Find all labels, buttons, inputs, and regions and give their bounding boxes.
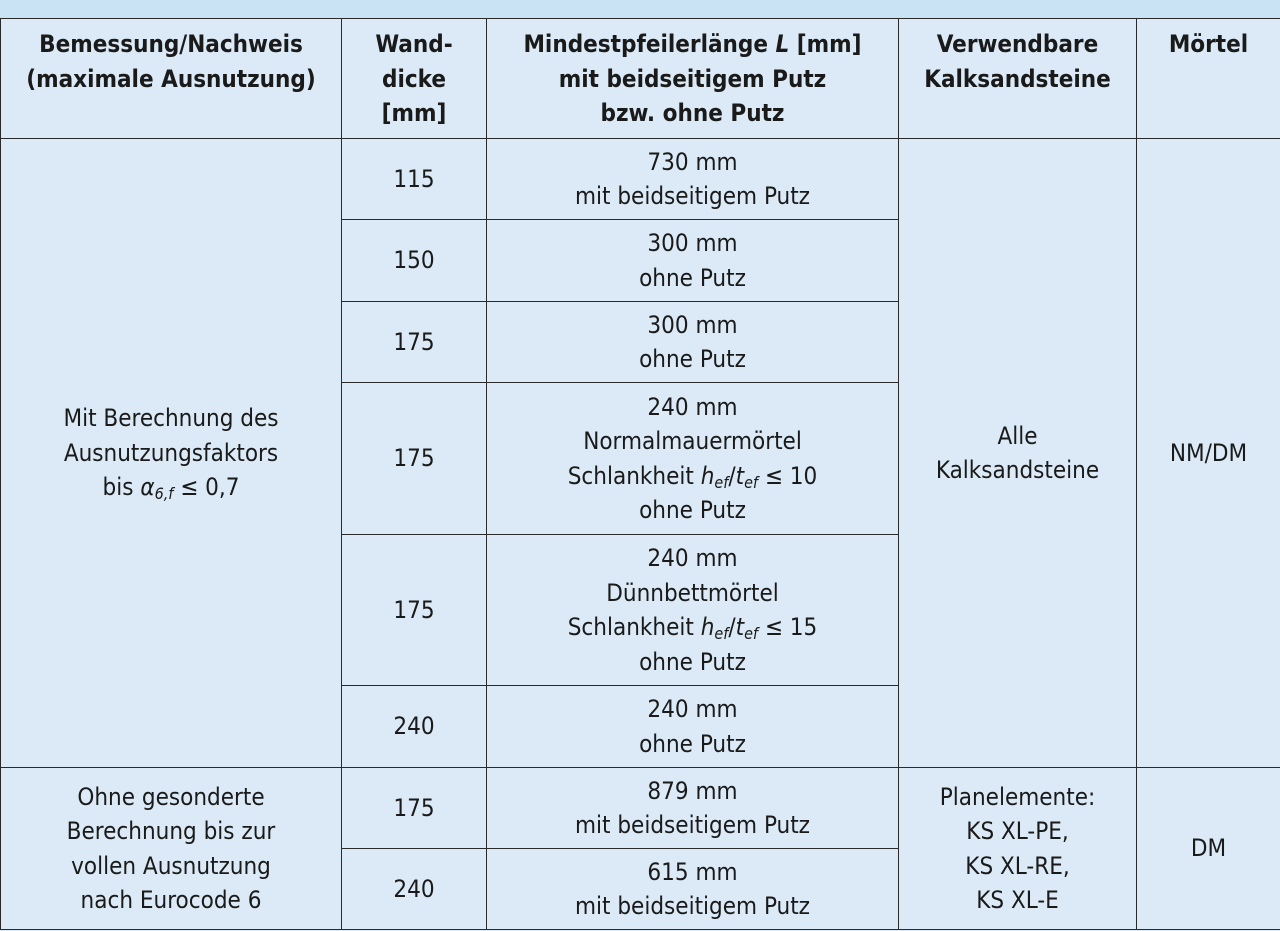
length-cell: 615 mm mit beidseitigem Putz: [487, 849, 899, 930]
dicke-cell: 175: [342, 535, 487, 686]
header-wanddicke: Wand- dicke [mm]: [342, 19, 487, 139]
group2-label: Ohne gesonderte Berechnung bis zur vollen Ausnutzung nach Eurocode 6: [1, 768, 342, 930]
dicke-cell: 175: [342, 383, 487, 535]
header-row: [1, 19, 1280, 139]
top-band: [0, 0, 1280, 18]
header-moertel: Mörtel: [1137, 19, 1280, 139]
length-cell: 240 mm ohne Putz: [487, 686, 899, 768]
header-kalksandsteine: Verwendbare Kalksandsteine: [899, 19, 1137, 139]
length-cell: 300 mm ohne Putz: [487, 302, 899, 383]
dicke-cell: 175: [342, 302, 487, 383]
dicke-cell: 240: [342, 849, 487, 930]
dicke-cell: 115: [342, 139, 487, 220]
dicke-cell: 240: [342, 686, 487, 768]
group1-mortar: NM/DM: [1137, 139, 1280, 768]
length-cell: 240 mm Dünnbettmörtel Schlankheit $h_{ef}/t_{ef} \le 15$ ohne Putz: [487, 535, 899, 686]
dicke-cell: 150: [342, 220, 487, 302]
group2-mortar: DM: [1137, 768, 1280, 930]
length-cell: 240 mm Normalmauermörtel Schlankheit $h_{ef}/t_{ef} \le 10$ ohne Putz: [487, 383, 899, 535]
group1-stones: Alle Kalksandsteine: [899, 139, 1137, 768]
dicke-cell: 175: [342, 768, 487, 849]
table-row: [1, 139, 1280, 220]
header-bemessung: Bemessung/Nachweis (maximale Ausnutzung): [1, 19, 342, 139]
length-cell: 300 mm ohne Putz: [487, 220, 899, 302]
pier-length-table: [0, 18, 1280, 930]
length-cell: 730 mm mit beidseitigem Putz: [487, 139, 899, 220]
group2-stones: Planelemente: KS XL-PE, KS XL-RE, KS XL-E: [899, 768, 1137, 930]
header-mindestpfeilerlaenge: Mindestpfeilerlänge L [mm] mit beidseitigem Putz bzw. ohne Putz: [487, 19, 899, 139]
group1-label: Mit Berechnung des Ausnutzungsfaktors bis $\alpha_{6,f} \le 0,7$: [1, 139, 342, 768]
table-row: [1, 768, 1280, 849]
length-cell: 879 mm mit beidseitigem Putz: [487, 768, 899, 849]
